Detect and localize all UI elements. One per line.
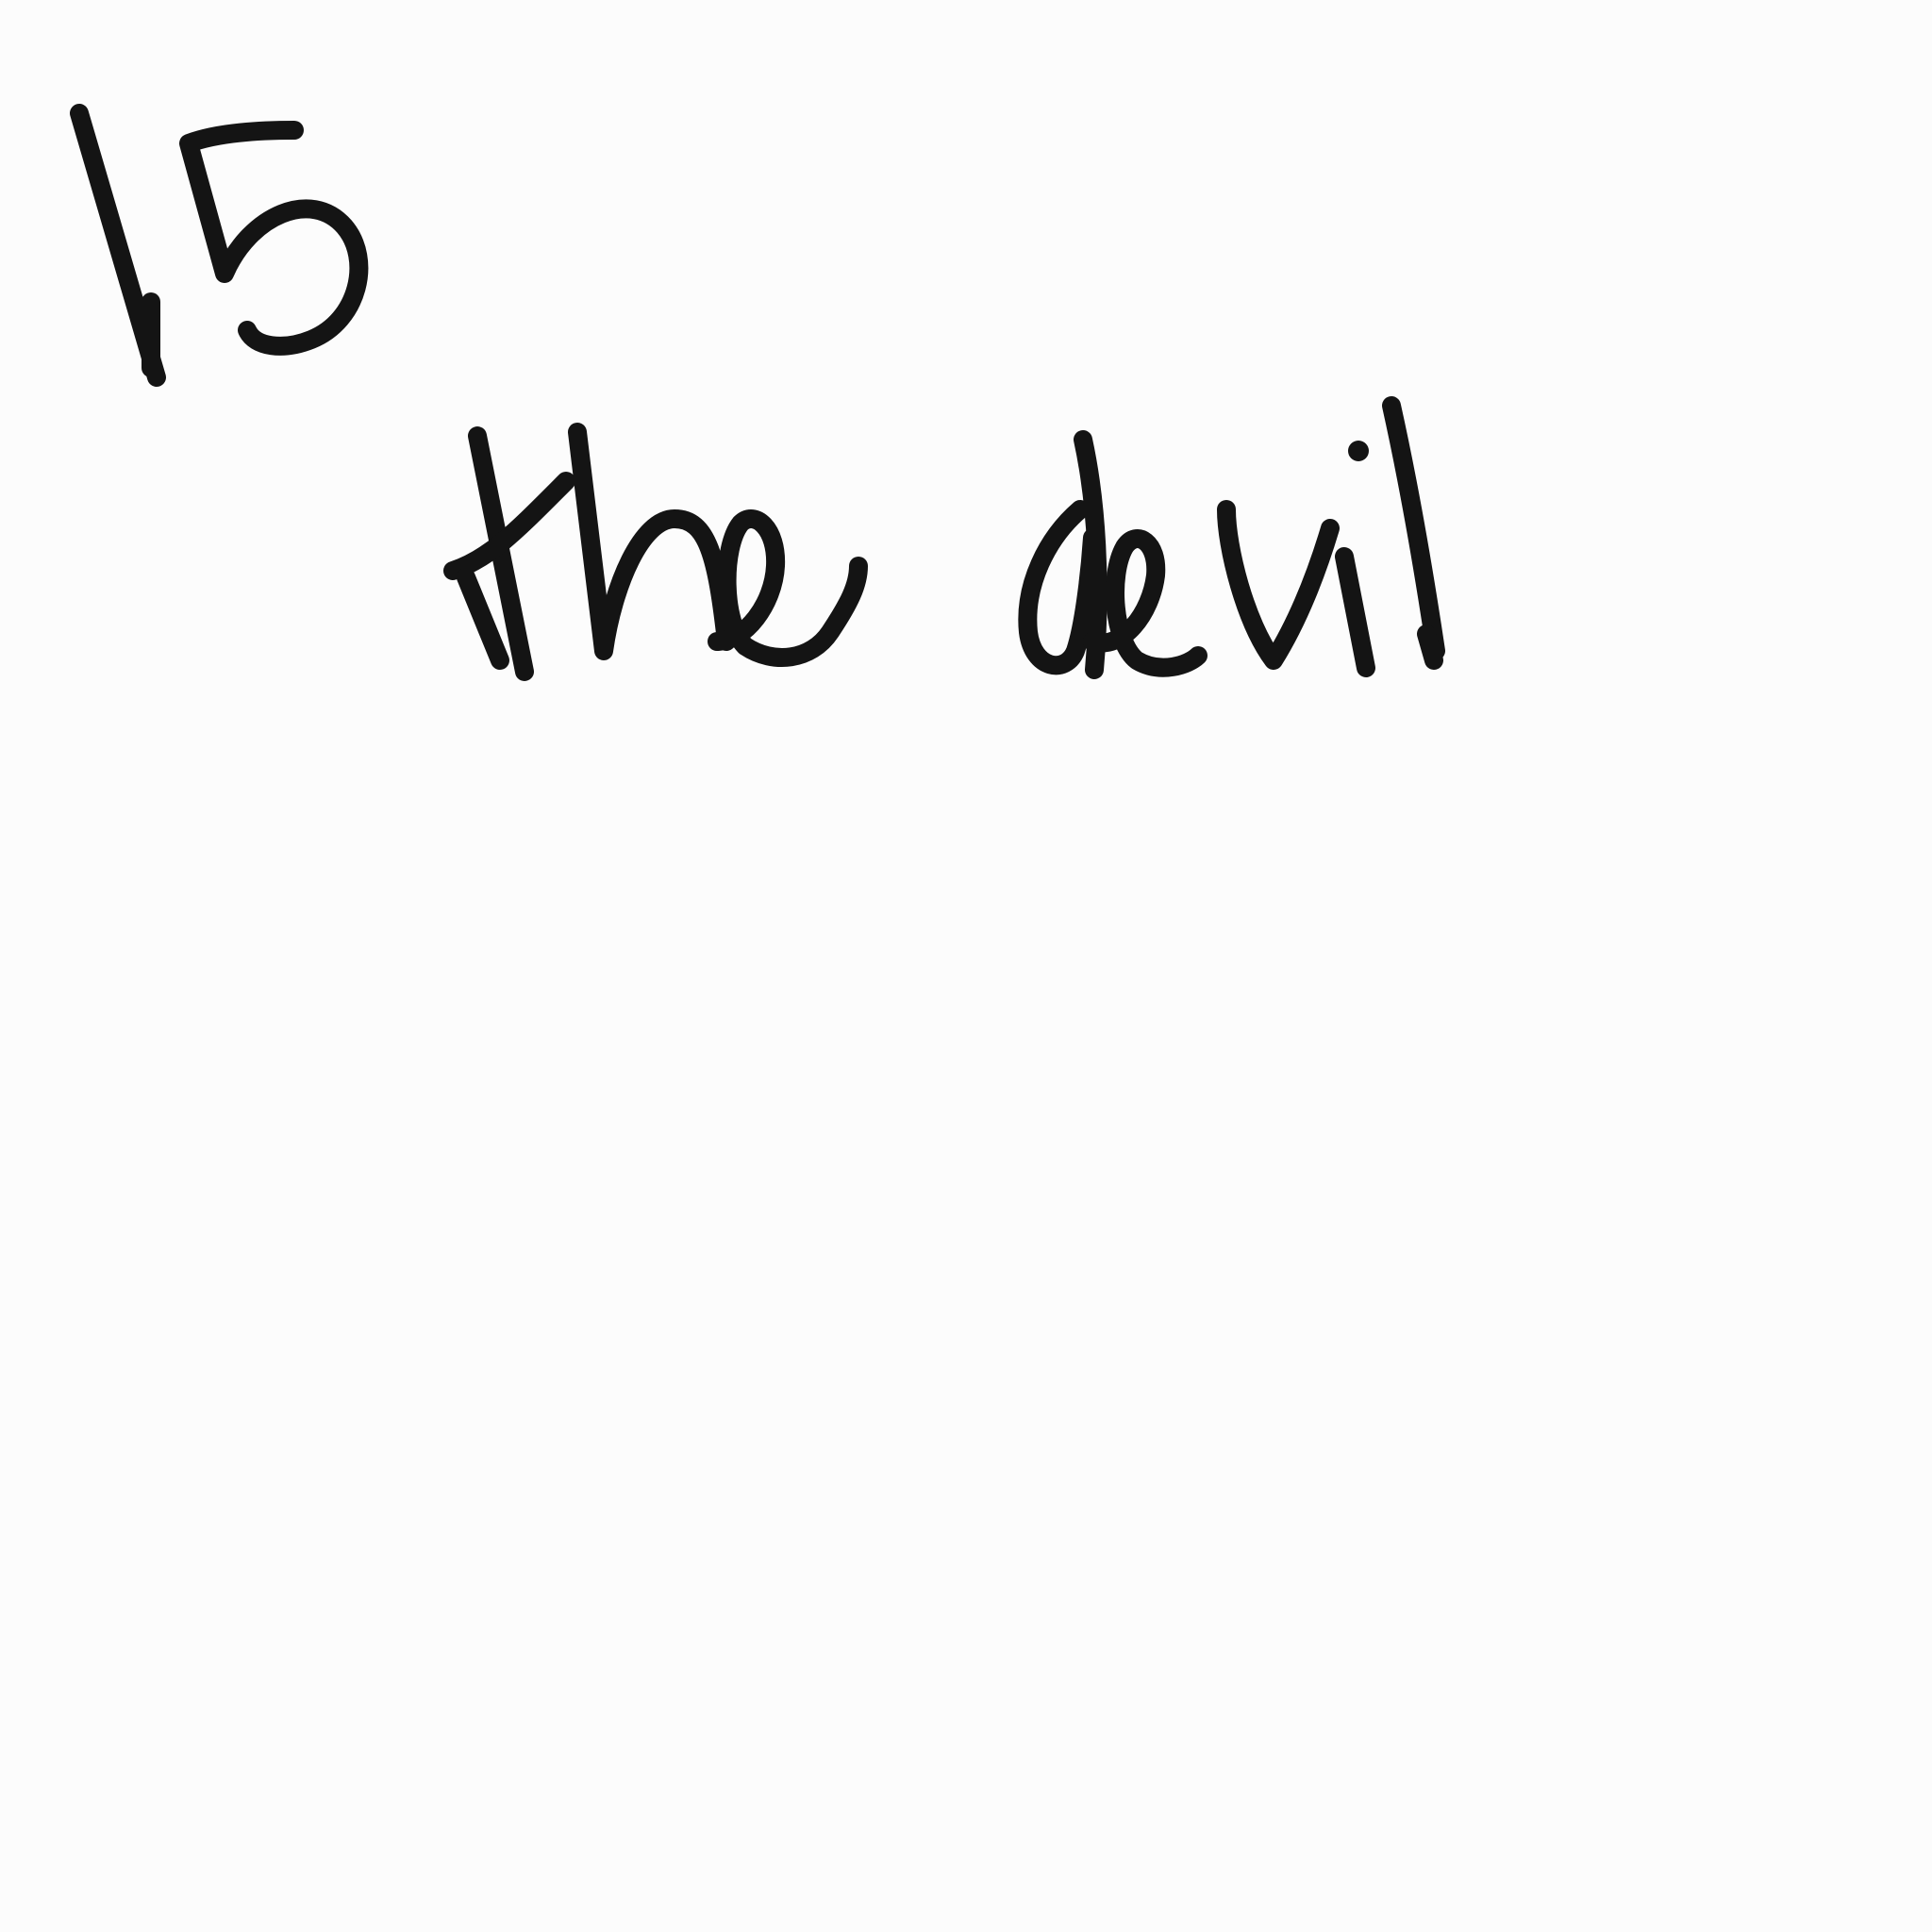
stroke-letter-e2 [1092,539,1198,668]
stroke-letter-l [1391,406,1436,651]
stroke-digit-5 [189,130,358,346]
stroke-letter-l-tail [1426,634,1434,660]
stroke-letter-i [1344,557,1366,668]
stroke-letter-t-loop [466,577,500,660]
stroke-letter-v [1226,509,1330,660]
handwritten-number [79,113,358,377]
stroke-letter-e [717,519,858,658]
stroke-letter-d [1027,509,1092,665]
handwritten-title [453,406,1436,672]
stroke-letter-h [577,432,726,651]
i-dot [1348,441,1369,461]
